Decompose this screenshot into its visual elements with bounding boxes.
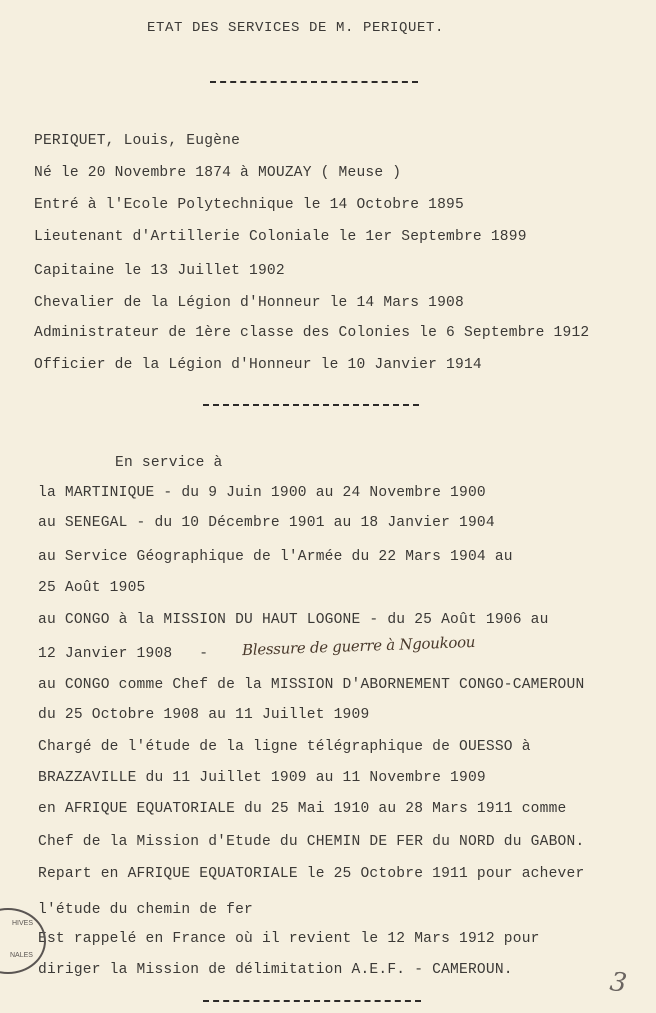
service-heading: En service à <box>115 455 223 471</box>
document-title: ETAT DES SERVICES DE M. PERIQUET. <box>147 20 445 36</box>
identity-line: Chevalier de la Légion d'Honneur le 14 Mars 1908 <box>34 295 464 311</box>
stamp-text-bottom: NALES <box>10 952 33 959</box>
identity-line: Lieutenant d'Artillerie Coloniale le 1er Septembre 1899 <box>34 229 527 245</box>
service-line: Chef de la Mission d'Etude du CHEMIN DE FER du NORD du GABON. <box>38 834 585 850</box>
identity-line: PERIQUET, Louis, Eugène <box>34 133 241 149</box>
identity-line: Administrateur de 1ère classe des Colonies le 6 Septembre 1912 <box>34 325 590 341</box>
separator-rule <box>203 1000 421 1002</box>
identity-line: Capitaine le 13 Juillet 1902 <box>34 263 285 279</box>
stamp-text-top: HIVES <box>12 920 34 927</box>
service-line: la MARTINIQUE - du 9 Juin 1900 au 24 Novembre 1900 <box>38 485 486 501</box>
service-line: diriger la Mission de délimitation A.E.F. - CAMEROUN. <box>38 962 513 978</box>
service-line: 25 Août 1905 <box>38 580 146 596</box>
service-line: en AFRIQUE EQUATORIALE du 25 Mai 1910 au 28 Mars 1911 comme <box>38 801 567 817</box>
service-line: au SENEGAL - du 10 Décembre 1901 au 18 Janvier 1904 <box>38 515 495 531</box>
separator-rule <box>203 404 419 406</box>
handwritten-note: Blessure de guerre à Ngoukoou <box>241 632 476 660</box>
service-line: au CONGO à la MISSION DU HAUT LOGONE - du 25 Août 1906 au <box>38 612 549 628</box>
identity-line: Entré à l'Ecole Polytechnique le 14 Octobre 1895 <box>34 197 464 213</box>
service-line: au Service Géographique de l'Armée du 22 Mars 1904 au <box>38 549 513 565</box>
service-line: l'étude du chemin de fer <box>38 902 253 918</box>
separator-rule <box>210 81 418 83</box>
service-line: au CONGO comme Chef de la MISSION D'ABORNEMENT CONGO-CAMEROUN <box>38 677 585 693</box>
identity-line: Né le 20 Novembre 1874 à MOUZAY ( Meuse ) <box>34 165 402 181</box>
identity-line: Officier de la Légion d'Honneur le 10 Janvier 1914 <box>34 357 482 373</box>
service-line: 12 Janvier 1908 - <box>38 646 209 662</box>
service-line: Est rappelé en France où il revient le 12 Mars 1912 pour <box>38 931 540 947</box>
service-line: Chargé de l'étude de la ligne télégraphique de OUESSO à <box>38 739 531 755</box>
service-line: du 25 Octobre 1908 au 11 Juillet 1909 <box>38 707 370 723</box>
service-line: Repart en AFRIQUE EQUATORIALE le 25 Octobre 1911 pour achever <box>38 866 585 882</box>
service-line: BRAZZAVILLE du 11 Juillet 1909 au 11 Novembre 1909 <box>38 770 486 786</box>
page-number: 3 <box>607 966 629 1000</box>
